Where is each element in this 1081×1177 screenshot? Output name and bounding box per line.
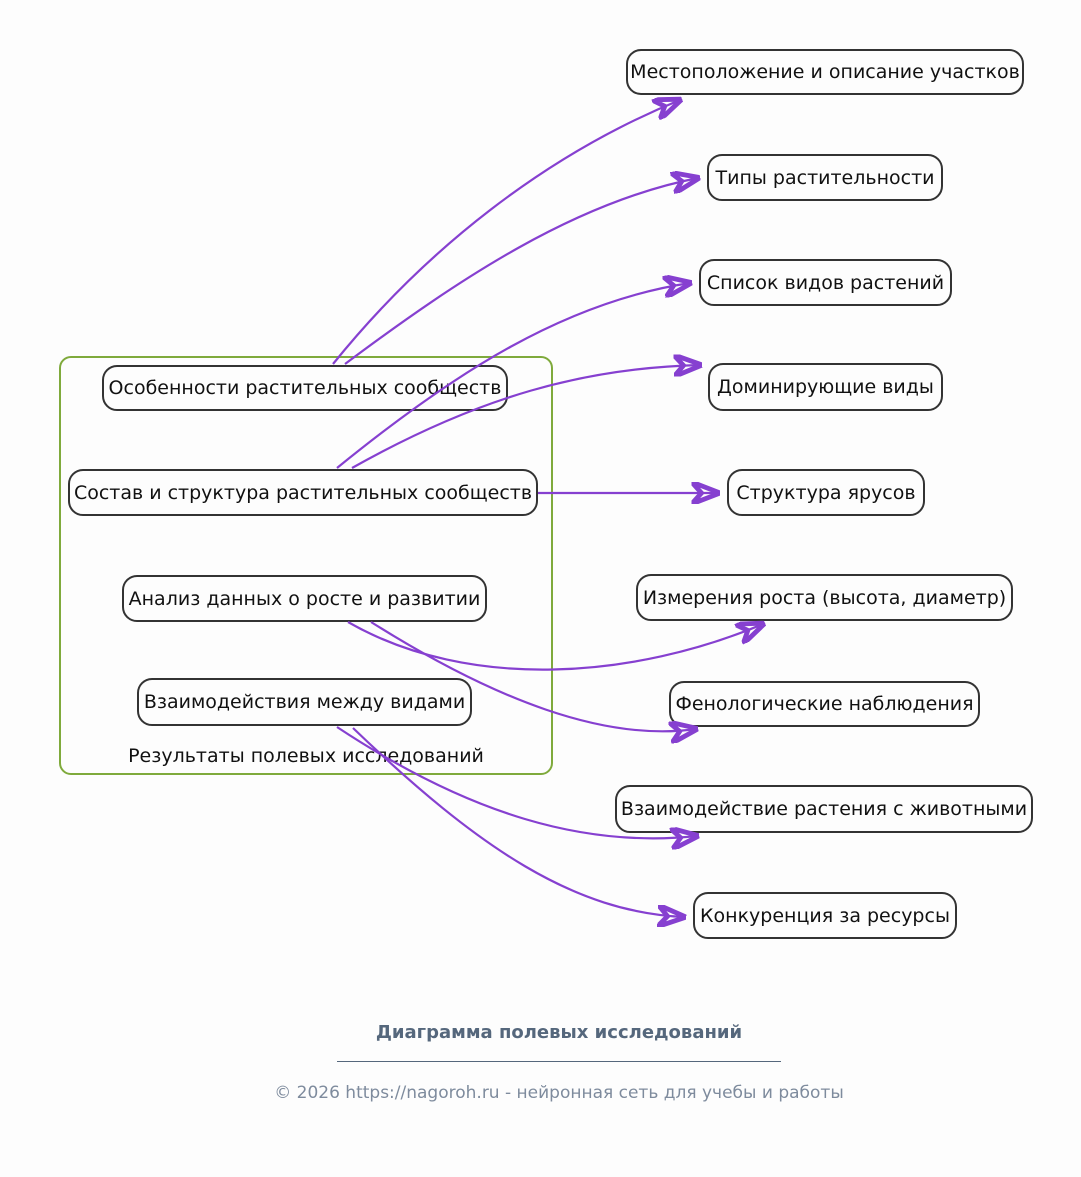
node-growth-analysis: Анализ данных о росте и развитии: [122, 575, 487, 622]
node-plant-community-features: Особенности растительных сообществ: [102, 365, 508, 411]
node-site-location: Местоположение и описание участков: [626, 49, 1024, 95]
node-growth-measurements: Измерения роста (высота, диаметр): [636, 574, 1013, 621]
node-dominant-species: Доминирующие виды: [708, 363, 943, 411]
node-vegetation-types: Типы растительности: [707, 154, 943, 201]
footer-divider: [337, 1061, 781, 1062]
node-plant-species-list: Список видов растений: [699, 259, 952, 306]
node-plant-animal-interaction: Взаимодействие растения с животными: [615, 785, 1033, 833]
node-phenology-observations: Фенологические наблюдения: [669, 681, 980, 727]
node-composition-structure: Состав и структура растительных сообществ: [68, 469, 538, 516]
footer-title: Диаграмма полевых исследований: [375, 1022, 743, 1043]
edge-features-vegetation: [345, 178, 698, 364]
footer-copyright: © 2026 https://nagoroh.ru - нейронная сеть для учебы и работы: [274, 1083, 844, 1103]
edge-features-location: [333, 100, 680, 364]
node-species-interactions: Взаимодействия между видами: [137, 678, 472, 726]
node-resource-competition: Конкуренция за ресурсы: [693, 892, 957, 939]
group-label: Результаты полевых исследований: [128, 745, 484, 767]
node-layer-structure: Структура ярусов: [727, 469, 925, 516]
